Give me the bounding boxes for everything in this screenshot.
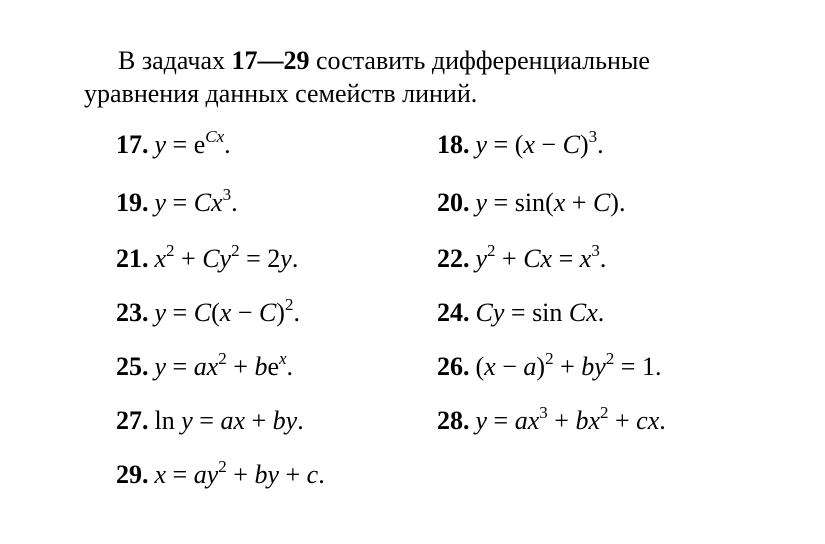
task-26 (437, 349, 662, 381)
task-28 (437, 403, 666, 435)
task-formula: $y = e^{Cx}$. (154, 127, 231, 159)
task-formula: $x = ay^2$ + by + c. (154, 457, 325, 489)
task-24 (437, 300, 604, 326)
task-number: 22. (437, 244, 470, 273)
task-formula: $y = ax^3 + bx^2$ + cx. (475, 403, 666, 435)
task-17 (116, 127, 231, 159)
task-18 (437, 127, 604, 159)
task-number: 28. (437, 406, 470, 435)
task-number: 29. (116, 460, 149, 489)
intro-line-2: уравнения данных семейств линий. (84, 79, 478, 108)
problem-statement (84, 44, 744, 110)
task-22 (437, 241, 607, 273)
task-formula: $y = (x - C)^3$. (475, 127, 604, 159)
task-formula: $y = Cx^3$. (154, 185, 238, 217)
task-27 (116, 408, 304, 434)
task-formula: y = sin(x + C). (475, 188, 626, 217)
task-number: 23. (116, 298, 149, 327)
task-formula: $(x - a)^2 + by^2 = 1$. (475, 349, 662, 381)
task-25 (116, 349, 294, 381)
task-21 (116, 241, 299, 273)
task-number: 18. (437, 130, 470, 159)
task-23 (116, 295, 300, 327)
task-number: 19. (116, 188, 149, 217)
task-formula: Cy = sin Cx. (475, 298, 605, 327)
task-number: 20. (437, 188, 470, 217)
task-29 (116, 457, 325, 489)
intro-rest: составить дифференциальные (309, 46, 650, 75)
task-number: 25. (116, 352, 149, 381)
intro-range: 17—29 (231, 46, 310, 75)
task-19 (116, 185, 238, 217)
task-formula: $y^2 + Cx = x^3$. (475, 241, 607, 273)
intro-prefix: В задачах (118, 46, 232, 75)
task-20 (437, 190, 625, 216)
task-number: 17. (116, 130, 149, 159)
task-formula: $y = ax^2 + be^x$. (154, 349, 294, 381)
task-number: 26. (437, 352, 470, 381)
task-formula: ln y = ax + by. (154, 406, 304, 435)
task-number: 21. (116, 244, 149, 273)
task-number: 27. (116, 406, 149, 435)
task-formula: $x^2 + Cy^2 = 2y$. (154, 241, 299, 273)
task-formula: $y = C(x - C)^2$. (154, 295, 300, 327)
task-number: 24. (437, 298, 470, 327)
